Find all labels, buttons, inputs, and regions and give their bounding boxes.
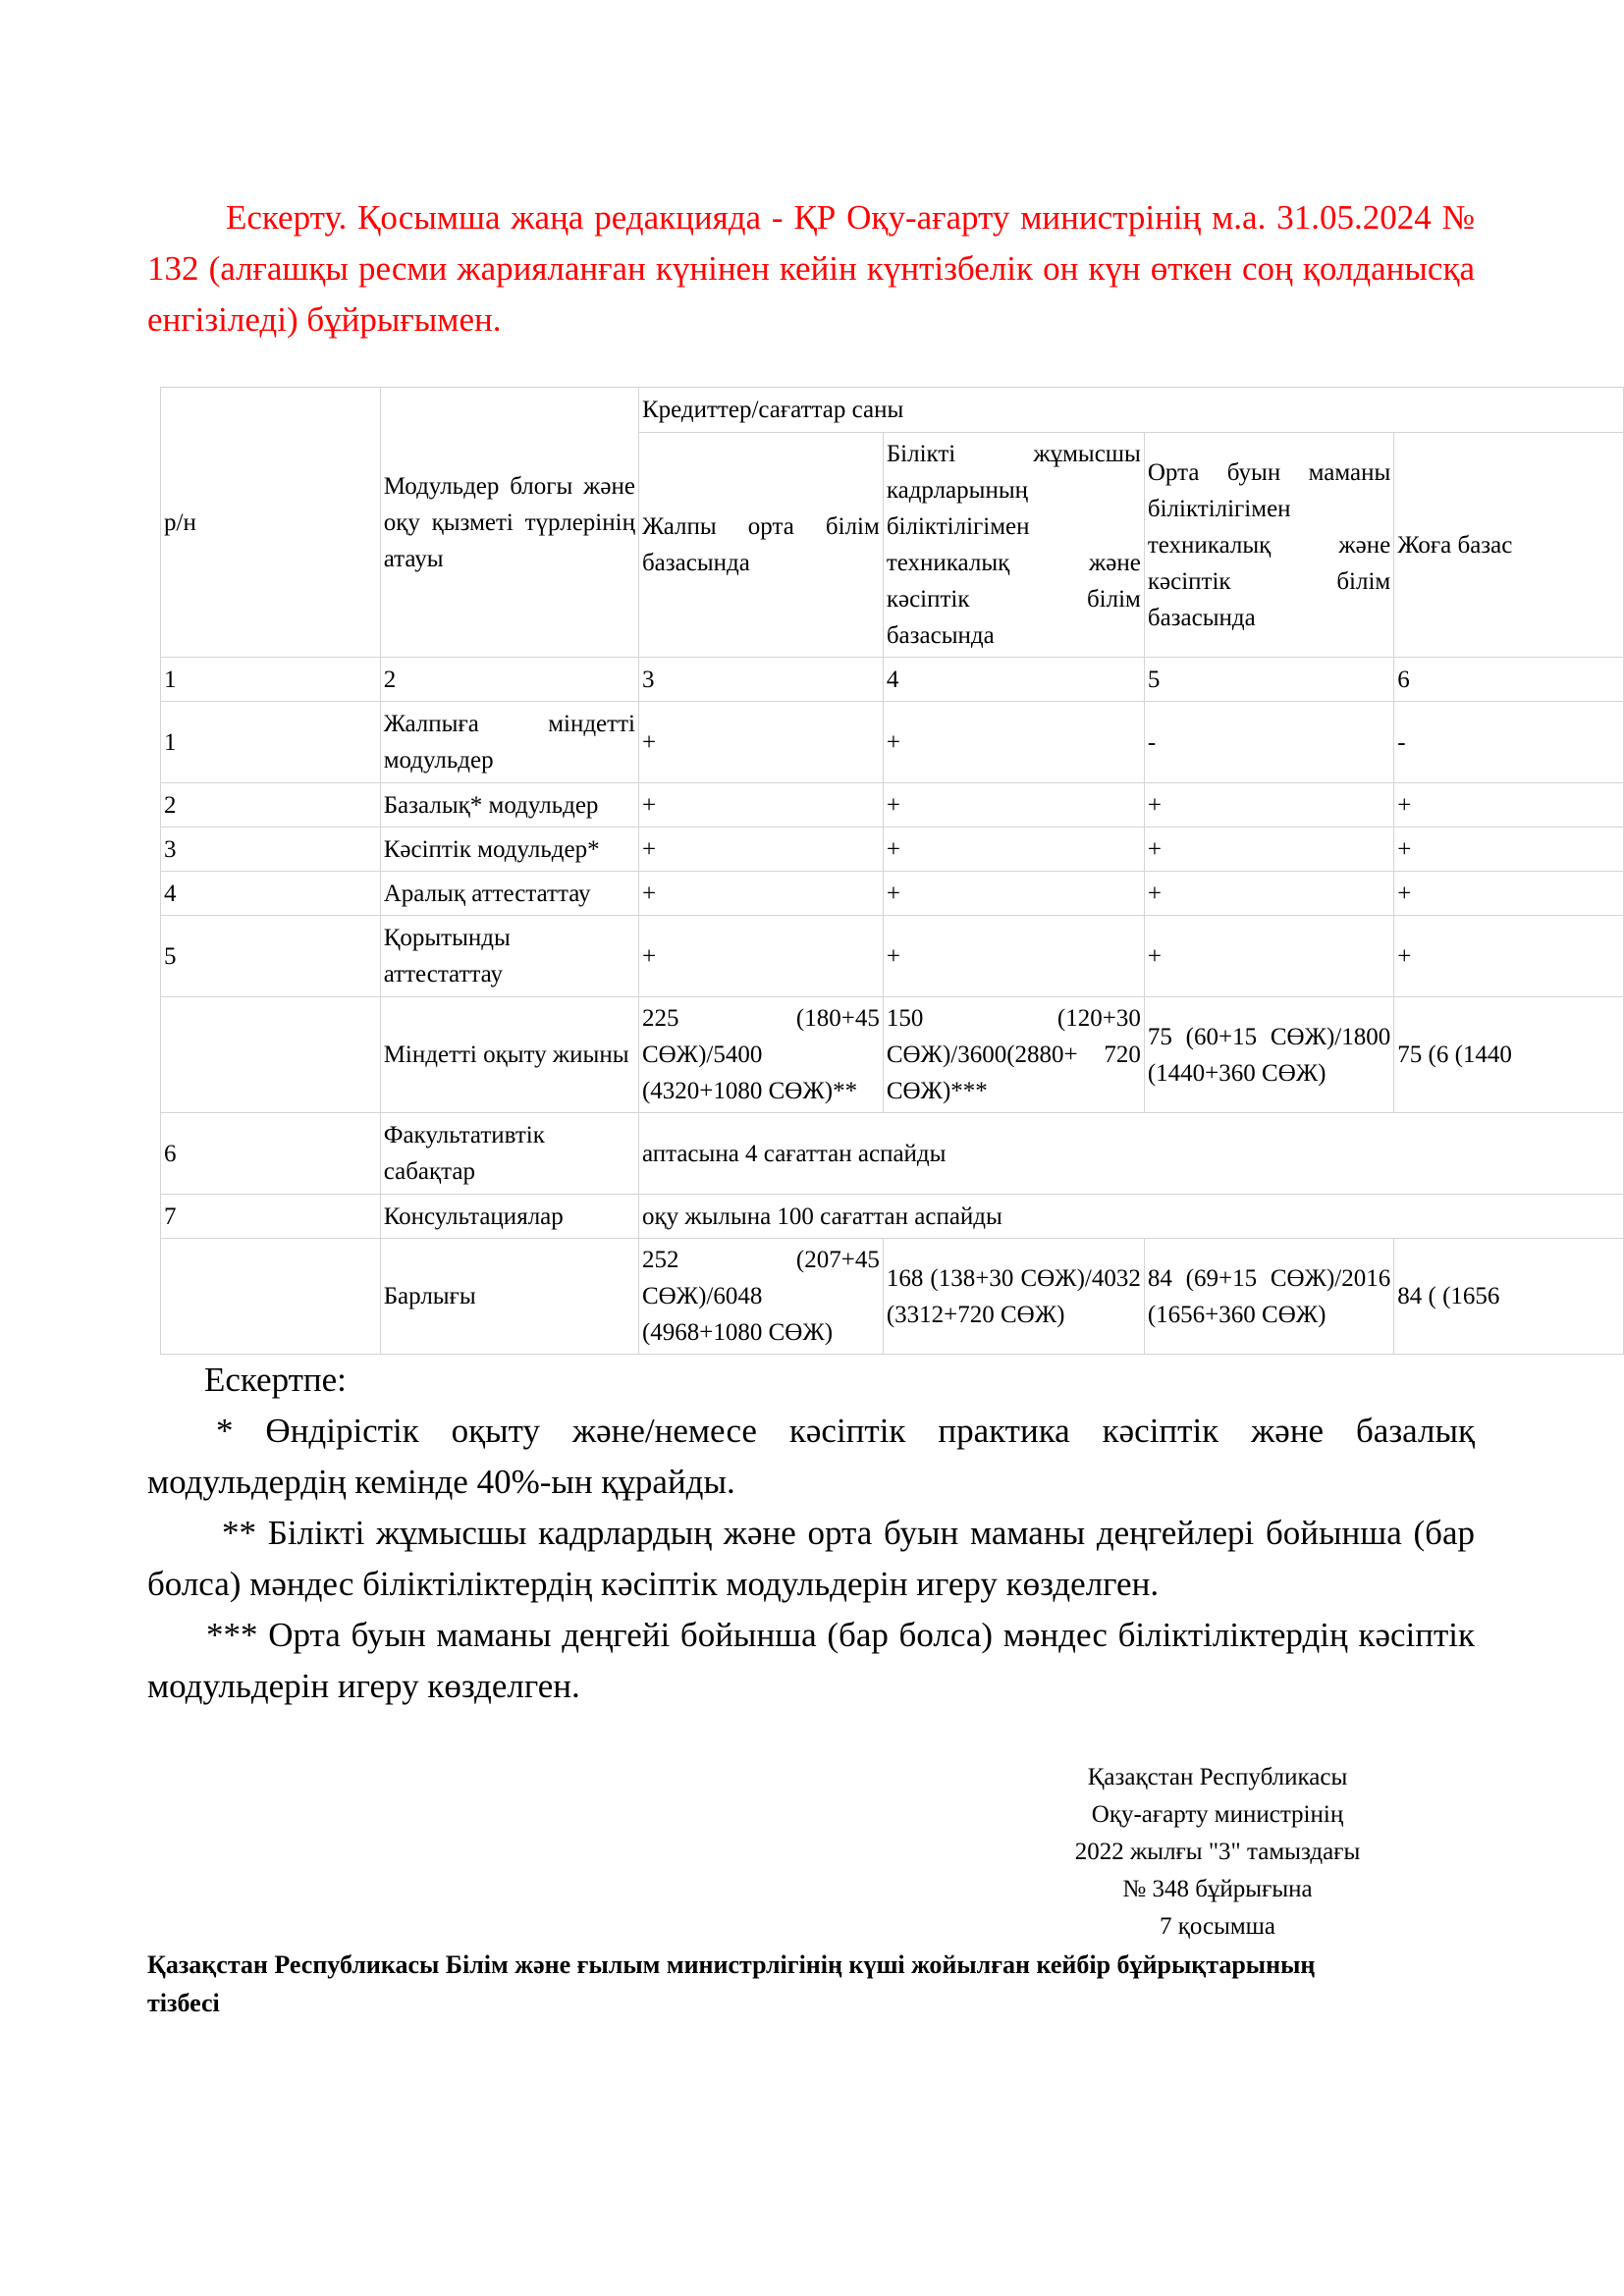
row-module-name: Міндетті оқыту жиыны: [380, 997, 638, 1113]
row-module-name: Базалық* модульдер: [380, 783, 638, 828]
header-credits-hours: Кредиттер/сағаттар саны: [638, 388, 1623, 433]
grand-total-row: [161, 1239, 1624, 1355]
table-row: [161, 916, 1624, 997]
footnote-2: ** Білікті жұмысшы кадрлардың және орта буын маманы деңгейлері бойынша (бар болса) мәндес біліктіліктердің кәсіптік модульдерін игеру көзделген.: [147, 1514, 1475, 1603]
footnotes: [147, 1355, 1475, 1712]
footnote-1: * Өндірістік оқыту және/немесе кәсіптік практика кәсіптік және базалық модульдердің кемінде 40%-ын құрайды.: [147, 1412, 1475, 1501]
row-value: +: [883, 702, 1144, 783]
row-value: 252 (207+45 СӨЖ)/6048 (4968+1080 СӨЖ): [638, 1239, 883, 1355]
row-value: 75 (6 (1440: [1394, 997, 1624, 1113]
row-module-name: Барлығы: [380, 1239, 638, 1355]
row-number: 4: [161, 872, 381, 916]
row-value: +: [1144, 783, 1393, 828]
index-cell: 6: [1394, 658, 1624, 702]
row-value: 168 (138+30 СӨЖ)/4032 (3312+720 СӨЖ): [883, 1239, 1144, 1355]
row-number: 6: [161, 1113, 381, 1195]
header-module-name: Модульдер блогы және оқу қызметі түрлерінің атауы: [380, 388, 638, 658]
row-number: [161, 997, 381, 1113]
row-value: -: [1394, 702, 1624, 783]
appendix-line: № 348 бұйрығына: [1122, 1876, 1313, 1902]
appendix-line: 7 қосымша: [1159, 1913, 1276, 1940]
footnote-3: *** Орта буын маманы деңгейі бойынша (бар болса) мәндес біліктіліктердің кәсіптік модульдерін игеру көзделген.: [147, 1616, 1475, 1705]
amendment-note: Ескерту. Қосымша жаңа редакцияда - ҚР Оқу-ағарту министрінің м.а. 31.05.2024 № 132 (алғашқы ресми жарияланған күнінен кейін күнтізбелік он күн өткен соң қолданысқа енгізіледі) бұйрығымен.: [147, 198, 1475, 339]
row-value: +: [1144, 872, 1393, 916]
index-cell: 4: [883, 658, 1144, 702]
row-number: 3: [161, 828, 381, 872]
row-module-name: Жалпыға міндетті модульдер: [380, 702, 638, 783]
row-value: +: [883, 872, 1144, 916]
row-value: +: [1394, 828, 1624, 872]
row-number: [161, 1239, 381, 1355]
row-module-name: Қорытынды аттестаттау: [380, 916, 638, 997]
row-value: 84 (69+15 СӨЖ)/2016 (1656+360 СӨЖ): [1144, 1239, 1393, 1355]
row-value: +: [1394, 872, 1624, 916]
row-number: 2: [161, 783, 381, 828]
header-mid-level: Орта буын маманы біліктілігімен техникалық және кәсіптік білім базасында: [1144, 433, 1393, 658]
row-value: +: [1394, 783, 1624, 828]
index-cell: 2: [380, 658, 638, 702]
row-module-name: Кәсіптік модульдер*: [380, 828, 638, 872]
appendix-header: [982, 1759, 1453, 1946]
row-number: 5: [161, 916, 381, 997]
row-value: +: [638, 872, 883, 916]
row-value: +: [1394, 916, 1624, 997]
consultations-row: [161, 1195, 1624, 1239]
row-module-name: Консультациялар: [380, 1195, 638, 1239]
mandatory-total-row: [161, 997, 1624, 1113]
list-title: Қазақстан Республикасы Білім және ғылым министрлігінің күші жойылған кейбір бұйрықтарының тізбесі: [147, 1950, 1316, 2017]
table-row: [161, 872, 1624, 916]
footnotes-heading: Ескертпе:: [204, 1361, 347, 1399]
row-value: 84 ( (1656: [1394, 1239, 1624, 1355]
row-value: +: [1144, 916, 1393, 997]
row-value: -: [1144, 702, 1393, 783]
table-index-row: [161, 658, 1624, 702]
row-value: +: [883, 916, 1144, 997]
row-value: 225 (180+45 СӨЖ)/5400 (4320+1080 СӨЖ)**: [638, 997, 883, 1113]
row-number: 1: [161, 702, 381, 783]
row-value: +: [883, 783, 1144, 828]
row-value: +: [638, 828, 883, 872]
row-value: аптасына 4 сағаттан аспайды: [638, 1113, 1623, 1195]
table-row: [161, 828, 1624, 872]
row-module-name: Факультативтік сабақтар: [380, 1113, 638, 1195]
row-value: оқу жылына 100 сағаттан аспайды: [638, 1195, 1623, 1239]
header-higher: Жоға базас: [1394, 433, 1624, 658]
row-value: +: [638, 702, 883, 783]
table-header-row: [161, 388, 1624, 433]
row-value: 150 (120+30 СӨЖ)/3600(2880+ 720 СӨЖ)***: [883, 997, 1144, 1113]
appendix-line: 2022 жылғы "3" тамыздағы: [1074, 1839, 1361, 1865]
row-value: +: [883, 828, 1144, 872]
appendix-line: Оқу-ағарту министрінің: [1091, 1801, 1344, 1828]
index-cell: 3: [638, 658, 883, 702]
header-general-secondary: Жалпы орта білім базасында: [638, 433, 883, 658]
row-value: 75 (60+15 СӨЖ)/1800 (1440+360 СӨЖ): [1144, 997, 1393, 1113]
header-row-number: р/н: [161, 388, 381, 658]
row-value: +: [638, 916, 883, 997]
row-number: 7: [161, 1195, 381, 1239]
row-module-name: Аралық аттестаттау: [380, 872, 638, 916]
index-cell: 5: [1144, 658, 1393, 702]
table-row: [161, 783, 1624, 828]
optional-classes-row: [161, 1113, 1624, 1195]
header-skilled-workers: Білікті жұмысшы кадрларының біліктілігімен техникалық және кәсіптік білім базасында: [883, 433, 1144, 658]
index-cell: 1: [161, 658, 381, 702]
table-row: [161, 702, 1624, 783]
row-value: +: [638, 783, 883, 828]
curriculum-table: [160, 387, 1624, 1355]
row-value: +: [1144, 828, 1393, 872]
appendix-line: Қазақстан Республикасы: [1087, 1764, 1348, 1790]
